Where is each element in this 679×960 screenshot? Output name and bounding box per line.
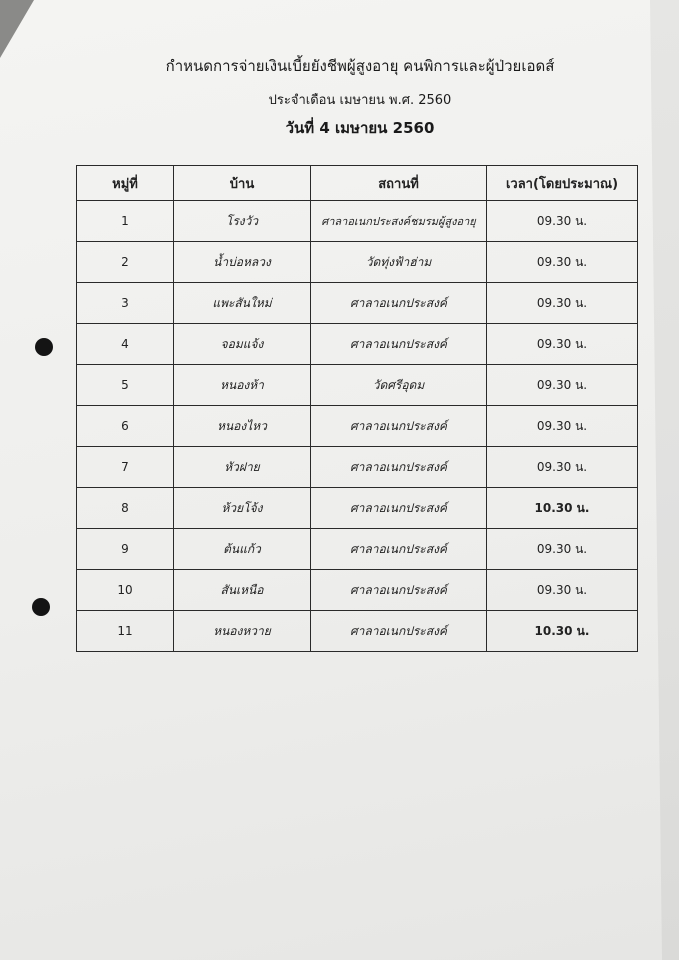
cell-village: โรงวัว	[174, 201, 311, 242]
cell-place: วัดศรีอุดม	[311, 365, 487, 406]
cell-moo: 5	[77, 365, 174, 406]
table-row	[77, 201, 638, 242]
document-subtitle: ประจำเดือน เมษายน พ.ศ. 2560	[268, 93, 452, 108]
punch-hole-bottom	[32, 598, 50, 616]
cell-place: ศาลาอเนกประสงค์	[311, 529, 487, 570]
cell-village: หัวฝาย	[174, 447, 311, 488]
cell-time: 09.30 น.	[487, 201, 638, 242]
table-header-row	[77, 166, 638, 201]
cell-place: ศาลาอเนกประสงค์	[311, 283, 487, 324]
cell-village: จอมแจ้ง	[174, 324, 311, 365]
cell-village: น้ำบ่อหลวง	[174, 242, 311, 283]
cell-time: 10.30 น.	[487, 611, 638, 652]
cell-moo: 8	[77, 488, 174, 529]
cell-place: ศาลาอเนกประสงค์	[311, 570, 487, 611]
schedule-table	[76, 165, 638, 652]
cell-time: 10.30 น.	[487, 488, 638, 529]
header-place: สถานที่	[311, 166, 487, 201]
header-village: บ้าน	[174, 166, 311, 201]
cell-time: 09.30 น.	[487, 365, 638, 406]
table-row	[77, 447, 638, 488]
cell-moo: 10	[77, 570, 174, 611]
cell-moo: 4	[77, 324, 174, 365]
cell-place: วัดทุ่งฟ้าฮ่าม	[311, 242, 487, 283]
table-row	[77, 324, 638, 365]
table-row	[77, 488, 638, 529]
table-row	[77, 570, 638, 611]
cell-village: หนองไหว	[174, 406, 311, 447]
cell-village: สันเหนือ	[174, 570, 311, 611]
header-time: เวลา(โดยประมาณ)	[487, 166, 638, 201]
table-row	[77, 242, 638, 283]
cell-place: ศาลาอเนกประสงค์	[311, 406, 487, 447]
cell-moo: 2	[77, 242, 174, 283]
cell-village: แพะสันใหม่	[174, 283, 311, 324]
punch-hole-top	[35, 338, 53, 356]
cell-village: หนองหวาย	[174, 611, 311, 652]
table-row	[77, 283, 638, 324]
cell-time: 09.30 น.	[487, 283, 638, 324]
cell-moo: 7	[77, 447, 174, 488]
cell-place: ศาลาอเนกประสงค์	[311, 324, 487, 365]
cell-place: ศาลาอเนกประสงค์	[311, 488, 487, 529]
cell-moo: 11	[77, 611, 174, 652]
cell-time: 09.30 น.	[487, 447, 638, 488]
cell-moo: 6	[77, 406, 174, 447]
cell-time: 09.30 น.	[487, 324, 638, 365]
cell-village: ห้วยโจ้ง	[174, 488, 311, 529]
table-row	[77, 365, 638, 406]
cell-place: ศาลาอเนกประสงค์ชมรมผู้สูงอายุ	[311, 201, 487, 242]
cell-moo: 3	[77, 283, 174, 324]
header-moo: หมู่ที่	[77, 166, 174, 201]
cell-moo: 9	[77, 529, 174, 570]
cell-village: หนองห้า	[174, 365, 311, 406]
cell-place: ศาลาอเนกประสงค์	[311, 447, 487, 488]
table-row	[77, 529, 638, 570]
cell-place: ศาลาอเนกประสงค์	[311, 611, 487, 652]
cell-time: 09.30 น.	[487, 242, 638, 283]
cell-village: ต้นแก้ว	[174, 529, 311, 570]
cell-time: 09.30 น.	[487, 570, 638, 611]
table-row	[77, 406, 638, 447]
document-date: วันที่ 4 เมษายน 2560	[285, 119, 435, 137]
table-row	[77, 611, 638, 652]
document-title: กำหนดการจ่ายเงินเบี้ยยังชีพผู้สูงอายุ คนพิการและผู้ป่วยเอดส์	[165, 57, 555, 75]
cell-time: 09.30 น.	[487, 406, 638, 447]
cell-moo: 1	[77, 201, 174, 242]
cell-time: 09.30 น.	[487, 529, 638, 570]
